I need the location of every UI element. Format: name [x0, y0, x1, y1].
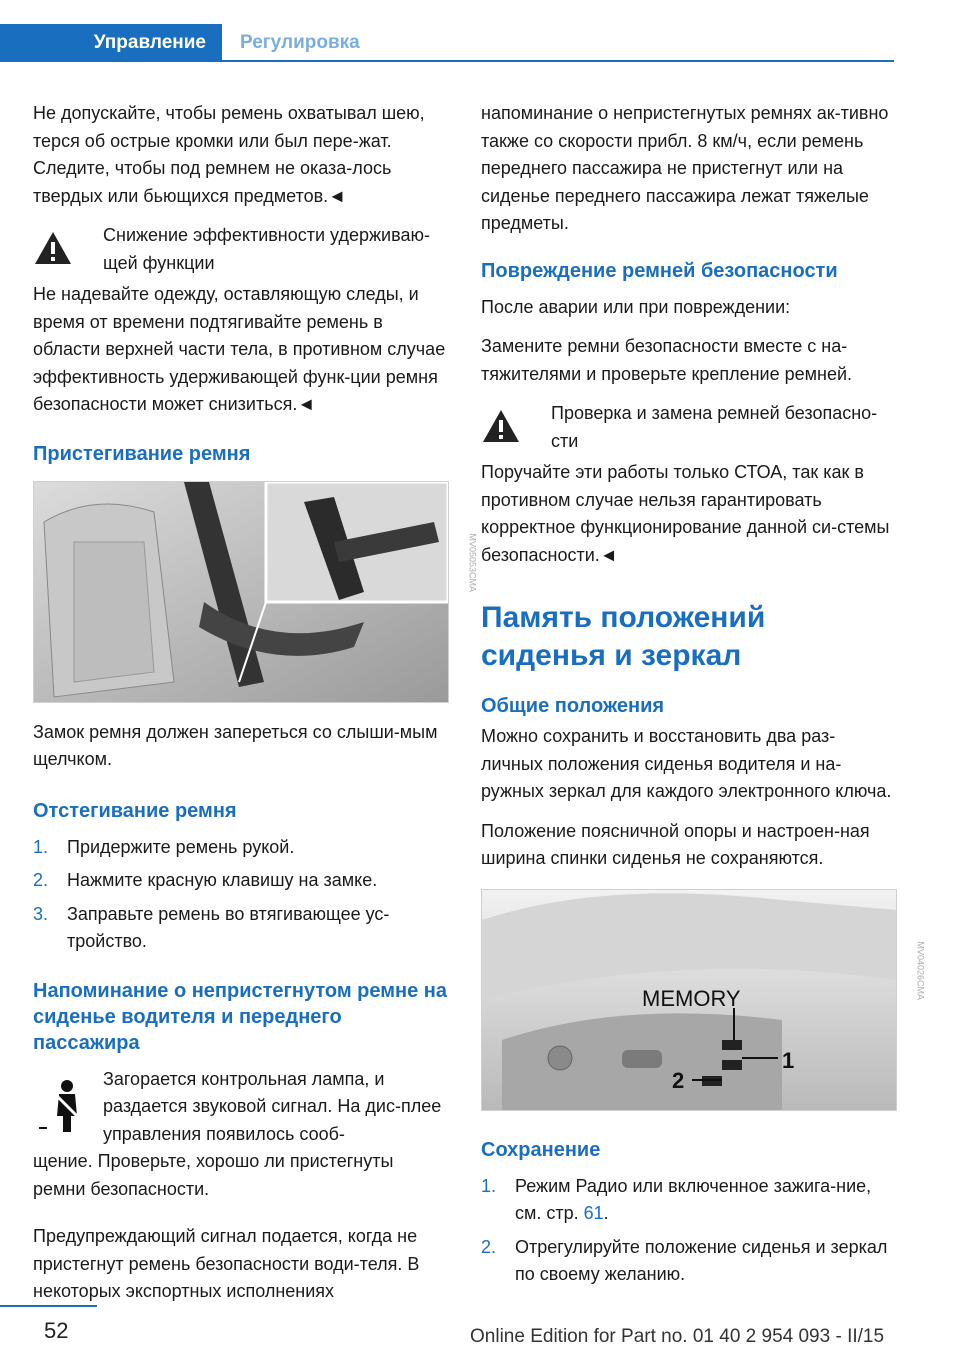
- paragraph: напоминание о непристегнутых ремнях ак-тивно также со скорости прибл. 8 км/ч, если ремень переднего пассажира не пристегнут или на сиденье переднего пассажира лежат тяжелые предметы.: [481, 103, 889, 233]
- paragraph: Предупреждающий сигнал подается, когда не пристегнут ремень безопасности води-теля. В некоторых экспортных исполнениях: [33, 1226, 420, 1301]
- left-column: [33, 100, 478, 1318]
- paragraph: Поручайте эти работы только СТОА, так как в противном случае нельзя гарантировать корректное функционирование данной си-стемы безопасности.◄: [481, 462, 890, 565]
- tab-adjusting[interactable]: Регулировка: [240, 32, 360, 53]
- list-item: 2. Нажмите красную клавишу на замке.: [33, 870, 378, 890]
- paragraph: Можно сохранить и восстановить два раз-личных положения сиденья водителя и на-ружных зеркал для каждого электронного ключа.: [481, 726, 892, 801]
- reminder-block: [33, 1066, 449, 1149]
- heading-general: Общие положения: [481, 695, 665, 717]
- paragraph: Положение поясничной опоры и настроен-ная ширина спинки сиденья не сохраняются.: [481, 820, 870, 868]
- paragraph: Не допускайте, чтобы ремень охватывал шею, терся об острые кромки или был пере-жат. Следите, чтобы под ремнем не оказа-лось твердых или бьющихся предметов.◄: [33, 103, 425, 206]
- image-code: MV04026CMA: [916, 940, 926, 1000]
- tab-controls[interactable]: Управление: [0, 24, 222, 62]
- list-item: 3. Заправьте ремень во втягивающее ус-тройство.: [33, 903, 390, 951]
- header-rule: [222, 60, 894, 62]
- warning-triangle-icon: [33, 222, 103, 274]
- heading-memory: Память положений сиденья и зеркал: [481, 601, 766, 672]
- warning-triangle-icon: [481, 400, 551, 452]
- seat-belt-reminder-icon: [33, 1066, 103, 1146]
- heading-fasten-belt: Пристегивание ремня: [33, 442, 251, 465]
- chapter-tabs: [0, 24, 894, 62]
- memory-label: MEMORY: [642, 985, 741, 1011]
- page-link[interactable]: 61: [583, 1203, 604, 1223]
- warning-block: [481, 400, 897, 455]
- warning-block: [33, 222, 449, 277]
- image-code: MV05053CMA: [468, 532, 478, 592]
- unfasten-steps: [33, 834, 449, 956]
- heading-unfasten-belt: Отстегивание ремня: [33, 799, 237, 822]
- paragraph: Замените ремни безопасности вместе с на-тяжителями и проверьте крепление ремней.: [481, 336, 853, 384]
- heading-belt-reminder: Напоминание о непристегнутом ремне на сиденье водителя и переднего пассажира: [33, 979, 448, 1054]
- warning-text: Проверка и замена ремней безопасно-сти: [551, 403, 878, 451]
- heading-save: Сохранение: [481, 1138, 601, 1161]
- reminder-text: Загорается контрольная лампа, и раздается звуковой сигнал. На дис-плее управления появилось сооб-: [103, 1068, 442, 1144]
- memory-buttons-photo: [481, 889, 926, 1111]
- heading-belt-damage: Повреждение ремней безопасности: [481, 259, 838, 282]
- seat-belt-buckle-photo: [33, 481, 478, 703]
- paragraph: Замок ремня должен запереться со слыши-мым щелчком.: [33, 721, 438, 769]
- list-item: 1. Режим Радио или включенное зажига-ние, см. стр. 61.: [481, 1175, 872, 1223]
- paragraph: Не надевайте одежду, оставляющую следы, и время от времени подтягивайте ремень в области верхней части тела, в противном случае эффективность удерживающей функ-ции ремня безопасности может снизиться.◄: [33, 284, 446, 414]
- page-number: 52: [44, 1318, 69, 1343]
- edition-note: Online Edition for Part no. 01 40 2 954 093 - II/15: [470, 1326, 885, 1347]
- callout-1: 1: [782, 1047, 795, 1073]
- list-item: 2. Отрегулируйте положение сиденья и зеркал по своему желанию.: [481, 1236, 888, 1284]
- footer-rule: [0, 1305, 97, 1307]
- warning-text: Снижение эффективности удерживаю-щей функции: [103, 225, 430, 273]
- paragraph: После аварии или при повреждении:: [481, 296, 791, 317]
- callout-2: 2: [672, 1067, 685, 1093]
- list-item: 1. Придержите ремень рукой.: [33, 836, 295, 857]
- paragraph: щение. Проверьте, хорошо ли пристегнуты ремни безопасности.: [33, 1151, 394, 1199]
- save-steps: [481, 1173, 897, 1289]
- right-column: [481, 100, 926, 1303]
